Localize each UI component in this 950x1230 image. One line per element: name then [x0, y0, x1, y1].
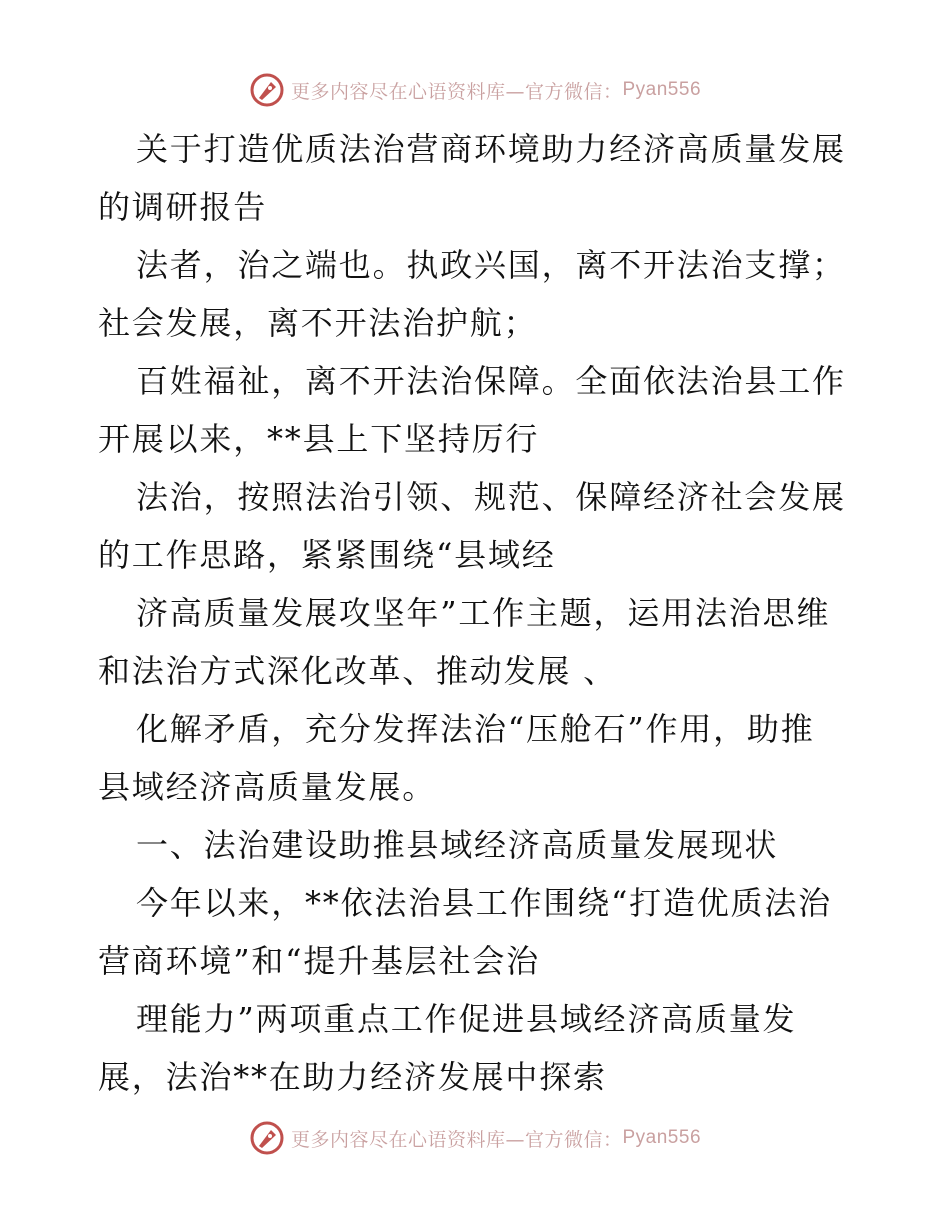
watermark-text: 更多内容尽在心语资料库—官方微信： [290, 1128, 623, 1151]
text-line: 济高质量发展攻坚年”工作主题，运用法治思维 [136, 594, 831, 632]
watermark-handle: Pyan556 [622, 79, 702, 100]
text-line: 县域经济高质量发展。 [98, 768, 437, 806]
text-line: 营商环境”和“提升基层社会治 [98, 942, 540, 980]
footer-watermark [0, 1116, 950, 1160]
watermark-text: 更多内容尽在心语资料库—官方微信： [290, 80, 623, 103]
text-line: 百姓福祉，离不开法治保障。全面依法治县工作 [136, 362, 846, 400]
document-body [98, 120, 858, 1106]
text-line: 社会发展，离不开法治护航； [98, 304, 538, 342]
pen-nib-circle-icon [249, 72, 285, 108]
text-line: 开展以来，**县上下坚持厉行 [98, 420, 540, 458]
text-line: 展，法治**在助力经济发展中探索 [98, 1058, 607, 1096]
text-line: 法治，按照法治引领、规范、保障经济社会发展 [136, 478, 846, 516]
text-line: 法者，治之端也。执政兴国，离不开法治支撑； [136, 246, 846, 284]
text-line: 的调研报告 [98, 188, 268, 226]
text-line: 今年以来，**依法治县工作围绕“打造优质法治 [136, 884, 832, 922]
text-line: 化解矛盾，充分发挥法治“压舱石”作用，助推 [136, 710, 815, 748]
text-line: 理能力”两项重点工作促进县域经济高质量发 [136, 1000, 797, 1038]
watermark-handle: Pyan556 [622, 1127, 702, 1148]
text-line: 的工作思路，紧紧围绕“县域经 [98, 536, 556, 574]
header-watermark [0, 68, 950, 112]
text-line: 和法治方式深化改革、推动发展 、 [98, 652, 617, 690]
section-heading: 一、法治建设助推县域经济高质量发展现状 [136, 826, 779, 864]
text-line: 关于打造优质法治营商环境助力经济高质量发展 [136, 130, 846, 168]
pen-nib-circle-icon [249, 1120, 285, 1156]
